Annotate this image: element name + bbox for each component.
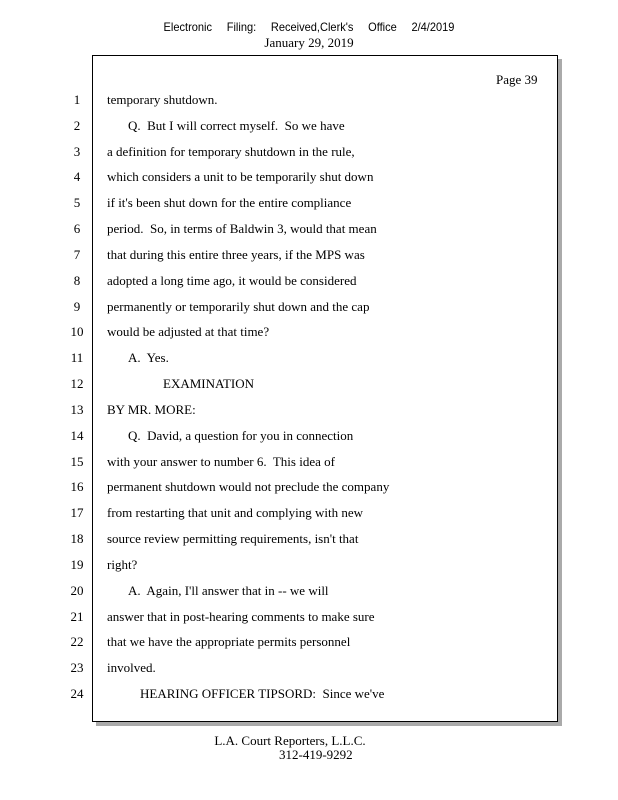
line-text: that we have the appropriate permits personnel — [107, 634, 351, 650]
line-text: Q. David, a question for you in connection — [128, 427, 354, 443]
line-text: answer that in post-hearing comments to make sure — [107, 608, 375, 624]
transcript-line — [0, 634, 618, 654]
transcript-date: January 29, 2019 — [264, 35, 354, 50]
line-text: permanently or temporarily shut down and the cap — [107, 298, 370, 314]
line-text: A. Again, I'll answer that in -- we will — [128, 582, 329, 598]
line-text: right? — [107, 556, 138, 572]
line-text: a definition for temporary shutdown in the rule, — [107, 143, 355, 159]
transcript-line — [0, 221, 618, 241]
transcript-line — [0, 144, 618, 164]
transcript-line — [0, 376, 618, 396]
transcript-line — [0, 686, 618, 706]
line-number: 11 — [70, 350, 84, 366]
transcript-line — [0, 299, 618, 319]
line-number: 10 — [70, 324, 84, 340]
transcript-line — [0, 505, 618, 525]
line-text: Q. But I will correct myself. So we have — [128, 117, 345, 133]
line-text: involved. — [107, 660, 156, 676]
line-text: source review permitting requirements, isn't that — [107, 531, 359, 547]
filing-stamp-part: Received,Clerk's — [270, 20, 354, 34]
transcript-line — [0, 660, 618, 680]
line-text: temporary shutdown. — [107, 92, 218, 107]
line-text: adopted a long time ago, it would be considered — [107, 272, 357, 288]
line-number: 8 — [73, 272, 81, 288]
transcript-line — [0, 557, 618, 577]
line-text: period. So, in terms of Baldwin 3, would that mean — [107, 221, 377, 237]
line-number: 21 — [70, 608, 84, 624]
transcript-line — [0, 428, 618, 448]
line-number: 24 — [70, 686, 84, 702]
line-number: 16 — [70, 479, 84, 495]
footer-company: L.A. Court Reporters, L.L.C. — [214, 733, 366, 748]
line-text: if it's been shut down for the entire compliance — [107, 195, 352, 211]
filing-stamp-part: Office — [368, 20, 397, 34]
line-text: permanent shutdown would not preclude the company — [107, 479, 390, 495]
footer-phone: 312-419-9292 — [279, 747, 353, 762]
transcript-line — [0, 324, 618, 344]
transcript-line — [0, 531, 618, 551]
line-text: with your answer to number 6. This idea of — [107, 453, 335, 469]
line-number: 5 — [73, 195, 81, 211]
line-text: that during this entire three years, if the MPS was — [107, 246, 365, 262]
line-number: 12 — [70, 376, 84, 392]
transcript-line — [0, 247, 618, 267]
line-number: 19 — [70, 556, 84, 572]
transcript-line — [0, 402, 618, 422]
line-text: from restarting that unit and complying with new — [107, 505, 363, 521]
line-number: 23 — [70, 660, 84, 676]
filing-stamp-part: 2/4/2019 — [411, 20, 455, 34]
line-number: 20 — [70, 582, 84, 598]
transcript-line — [0, 195, 618, 215]
line-number: 1 — [73, 92, 81, 107]
transcript-line — [0, 118, 618, 138]
filing-stamp — [25, 20, 594, 34]
line-number: 3 — [73, 143, 81, 159]
line-text: A. Yes. — [128, 350, 169, 366]
transcript-line — [0, 454, 618, 474]
filing-stamp-part: Filing: — [226, 20, 257, 34]
transcript-line — [0, 92, 618, 112]
line-text: BY MR. MORE: — [107, 401, 196, 417]
line-number: 17 — [70, 505, 84, 521]
line-number: 15 — [70, 453, 84, 469]
page-number: Page 39 — [496, 72, 538, 87]
line-text: which considers a unit to be temporarily shut down — [107, 169, 374, 185]
line-number: 22 — [70, 634, 84, 650]
line-number: 14 — [70, 427, 84, 443]
line-text: HEARING OFFICER TIPSORD: Since we've — [140, 686, 385, 702]
transcript-line — [0, 479, 618, 499]
line-number: 18 — [70, 531, 84, 547]
line-number: 13 — [70, 401, 84, 417]
line-number: 7 — [73, 246, 81, 262]
transcript-line — [0, 609, 618, 629]
transcript-line — [0, 350, 618, 370]
line-number: 9 — [73, 298, 81, 314]
line-text: would be adjusted at that time? — [107, 324, 270, 340]
transcript-line — [0, 273, 618, 293]
transcript-line — [0, 169, 618, 189]
line-text: EXAMINATION — [163, 376, 254, 392]
transcript-line — [0, 583, 618, 603]
line-number: 6 — [73, 221, 81, 237]
line-number: 2 — [73, 117, 81, 133]
filing-stamp-part: Electronic — [163, 20, 213, 34]
line-number: 4 — [73, 169, 81, 185]
